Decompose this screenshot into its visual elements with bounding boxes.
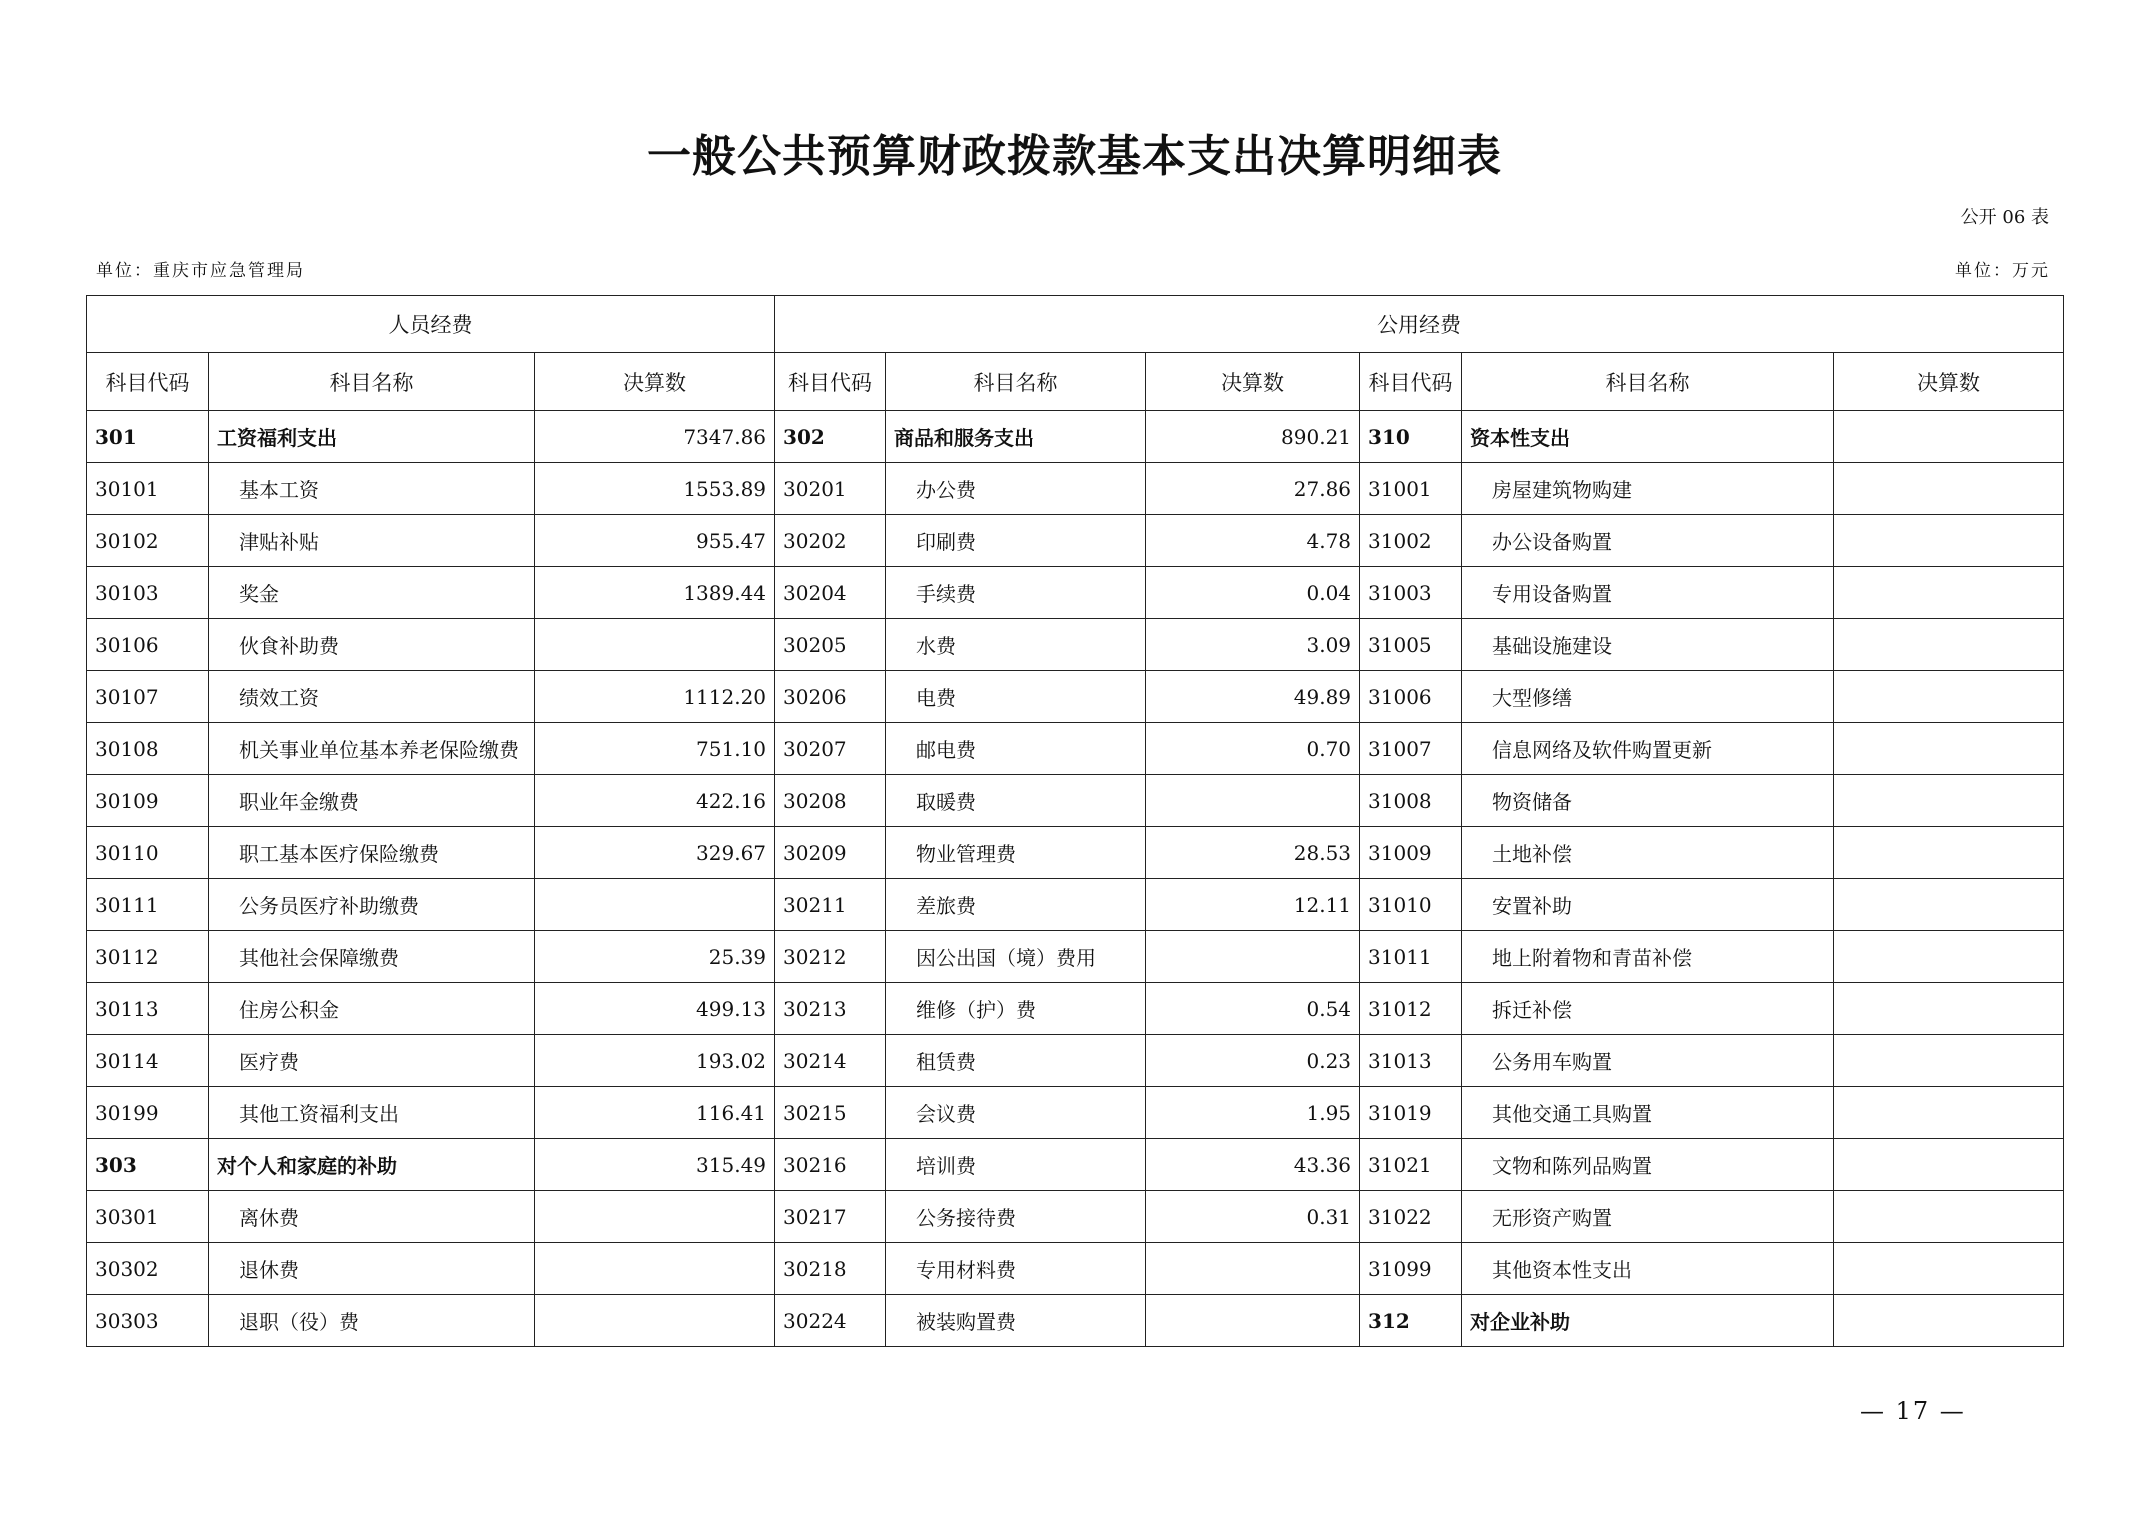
subject-code: 30212 <box>775 931 886 983</box>
table-row <box>87 1139 2064 1191</box>
reporting-unit: 单位：重庆市应急管理局 <box>96 261 305 281</box>
final-amount: 4.78 <box>1146 515 1360 567</box>
subject-name: 津贴补贴 <box>209 515 535 567</box>
final-amount <box>1146 775 1360 827</box>
final-amount <box>1834 1035 2064 1087</box>
table-number: 公开 06 表 <box>1960 207 2049 228</box>
subject-name: 退休费 <box>209 1243 535 1295</box>
table-row <box>87 1243 2064 1295</box>
subject-name: 机关事业单位基本养老保险缴费 <box>209 723 535 775</box>
subject-name: 伙食补助费 <box>209 619 535 671</box>
col-header-name: 科目名称 <box>1462 353 1834 411</box>
subject-code: 30216 <box>775 1139 886 1191</box>
col-header-amount: 决算数 <box>535 353 775 411</box>
subject-code: 302 <box>775 411 886 463</box>
subject-code: 30208 <box>775 775 886 827</box>
subject-code: 30205 <box>775 619 886 671</box>
table-row <box>87 619 2064 671</box>
final-amount <box>1834 567 2064 619</box>
subject-name: 奖金 <box>209 567 535 619</box>
subject-name: 退职（役）费 <box>209 1295 535 1347</box>
final-amount: 890.21 <box>1146 411 1360 463</box>
subject-name: 工资福利支出 <box>209 411 535 463</box>
table-row <box>87 723 2064 775</box>
subject-name: 拆迁补偿 <box>1462 983 1834 1035</box>
subject-name: 大型修缮 <box>1462 671 1834 723</box>
subject-code: 30213 <box>775 983 886 1035</box>
subject-name: 物资储备 <box>1462 775 1834 827</box>
final-amount <box>1834 1139 2064 1191</box>
final-amount: 193.02 <box>535 1035 775 1087</box>
subject-name: 会议费 <box>886 1087 1146 1139</box>
table-row <box>87 1035 2064 1087</box>
table-row <box>87 1295 2064 1347</box>
final-amount <box>1834 463 2064 515</box>
final-amount <box>1146 931 1360 983</box>
final-amount: 0.04 <box>1146 567 1360 619</box>
subject-name: 手续费 <box>886 567 1146 619</box>
final-amount: 43.36 <box>1146 1139 1360 1191</box>
col-header-name: 科目名称 <box>886 353 1146 411</box>
final-amount: 116.41 <box>535 1087 775 1139</box>
subject-name: 专用材料费 <box>886 1243 1146 1295</box>
subject-code: 31012 <box>1360 983 1462 1035</box>
subject-code: 31022 <box>1360 1191 1462 1243</box>
table-row <box>87 827 2064 879</box>
subject-code: 30303 <box>87 1295 209 1347</box>
subject-name: 对个人和家庭的补助 <box>209 1139 535 1191</box>
final-amount <box>1146 1243 1360 1295</box>
subject-name: 邮电费 <box>886 723 1146 775</box>
final-amount: 0.54 <box>1146 983 1360 1035</box>
subject-name: 地上附着物和青苗补偿 <box>1462 931 1834 983</box>
subject-code: 31008 <box>1360 775 1462 827</box>
final-amount <box>1834 723 2064 775</box>
subject-code: 30111 <box>87 879 209 931</box>
final-amount <box>1834 671 2064 723</box>
final-amount <box>1834 1243 2064 1295</box>
subject-name: 离休费 <box>209 1191 535 1243</box>
subject-name: 其他资本性支出 <box>1462 1243 1834 1295</box>
table-row <box>87 1191 2064 1243</box>
final-amount <box>1834 775 2064 827</box>
final-amount <box>1834 931 2064 983</box>
final-amount <box>1834 879 2064 931</box>
table-row <box>87 463 2064 515</box>
subject-code: 31010 <box>1360 879 1462 931</box>
subject-code: 30101 <box>87 463 209 515</box>
subject-name: 维修（护）费 <box>886 983 1146 1035</box>
table-row <box>87 671 2064 723</box>
subject-name: 商品和服务支出 <box>886 411 1146 463</box>
subject-name: 公务接待费 <box>886 1191 1146 1243</box>
final-amount <box>1834 827 2064 879</box>
subject-code: 30199 <box>87 1087 209 1139</box>
subject-name: 其他社会保障缴费 <box>209 931 535 983</box>
final-amount: 315.49 <box>535 1139 775 1191</box>
final-amount: 0.23 <box>1146 1035 1360 1087</box>
subject-code: 30209 <box>775 827 886 879</box>
subject-code: 310 <box>1360 411 1462 463</box>
subject-code: 30202 <box>775 515 886 567</box>
table-row <box>87 931 2064 983</box>
subject-name: 对企业补助 <box>1462 1295 1834 1347</box>
col-header-code: 科目代码 <box>87 353 209 411</box>
subject-code: 30215 <box>775 1087 886 1139</box>
final-amount <box>1146 1295 1360 1347</box>
group-personnel-header: 人员经费 <box>87 296 775 353</box>
expenditure-table <box>86 295 2064 1347</box>
subject-code: 30206 <box>775 671 886 723</box>
subject-name: 公务用车购置 <box>1462 1035 1834 1087</box>
final-amount <box>535 619 775 671</box>
subject-code: 312 <box>1360 1295 1462 1347</box>
final-amount: 1.95 <box>1146 1087 1360 1139</box>
subject-code: 31011 <box>1360 931 1462 983</box>
page-number: — 17 — <box>1860 1397 1966 1425</box>
subject-name: 水费 <box>886 619 1146 671</box>
subject-code: 30114 <box>87 1035 209 1087</box>
final-amount: 329.67 <box>535 827 775 879</box>
subject-name: 文物和陈列品购置 <box>1462 1139 1834 1191</box>
subject-code: 30207 <box>775 723 886 775</box>
subject-code: 30103 <box>87 567 209 619</box>
subject-code: 30302 <box>87 1243 209 1295</box>
final-amount <box>1834 515 2064 567</box>
subject-name: 基本工资 <box>209 463 535 515</box>
final-amount <box>1834 1191 2064 1243</box>
group-public-header: 公用经费 <box>775 296 2064 353</box>
subject-name: 差旅费 <box>886 879 1146 931</box>
currency-unit: 单位：万元 <box>1955 261 2050 281</box>
subject-code: 30224 <box>775 1295 886 1347</box>
subject-code: 31003 <box>1360 567 1462 619</box>
subject-code: 30106 <box>87 619 209 671</box>
subject-code: 31007 <box>1360 723 1462 775</box>
final-amount <box>535 1295 775 1347</box>
final-amount <box>535 1243 775 1295</box>
table-row <box>87 411 2064 463</box>
subject-name: 安置补助 <box>1462 879 1834 931</box>
subject-name: 印刷费 <box>886 515 1146 567</box>
final-amount <box>1834 1295 2064 1347</box>
subject-code: 30214 <box>775 1035 886 1087</box>
subject-code: 31005 <box>1360 619 1462 671</box>
final-amount: 7347.86 <box>535 411 775 463</box>
col-header-amount: 决算数 <box>1834 353 2064 411</box>
final-amount <box>1834 983 2064 1035</box>
subject-name: 取暖费 <box>886 775 1146 827</box>
table-row <box>87 1087 2064 1139</box>
subject-name: 无形资产购置 <box>1462 1191 1834 1243</box>
subject-code: 30217 <box>775 1191 886 1243</box>
subject-name: 资本性支出 <box>1462 411 1834 463</box>
final-amount <box>1834 1087 2064 1139</box>
final-amount: 499.13 <box>535 983 775 1035</box>
subject-code: 31021 <box>1360 1139 1462 1191</box>
table-row <box>87 775 2064 827</box>
subject-code: 31013 <box>1360 1035 1462 1087</box>
subject-code: 30107 <box>87 671 209 723</box>
subject-name: 办公费 <box>886 463 1146 515</box>
subject-name: 其他交通工具购置 <box>1462 1087 1834 1139</box>
final-amount <box>535 879 775 931</box>
table-row <box>87 879 2064 931</box>
subject-code: 31099 <box>1360 1243 1462 1295</box>
col-header-amount: 决算数 <box>1146 353 1360 411</box>
final-amount: 28.53 <box>1146 827 1360 879</box>
final-amount <box>1834 619 2064 671</box>
subject-code: 30112 <box>87 931 209 983</box>
subject-code: 30109 <box>87 775 209 827</box>
col-header-code: 科目代码 <box>1360 353 1462 411</box>
subject-code: 30110 <box>87 827 209 879</box>
final-amount: 27.86 <box>1146 463 1360 515</box>
subject-name: 租赁费 <box>886 1035 1146 1087</box>
subject-name: 专用设备购置 <box>1462 567 1834 619</box>
subject-name: 职工基本医疗保险缴费 <box>209 827 535 879</box>
page-title: 一般公共预算财政拨款基本支出决算明细表 <box>647 131 1502 182</box>
final-amount: 12.11 <box>1146 879 1360 931</box>
column-header-row <box>87 353 2064 411</box>
subject-code: 30301 <box>87 1191 209 1243</box>
subject-name: 职业年金缴费 <box>209 775 535 827</box>
subject-code: 30108 <box>87 723 209 775</box>
final-amount: 1389.44 <box>535 567 775 619</box>
subject-code: 31001 <box>1360 463 1462 515</box>
subject-name: 基础设施建设 <box>1462 619 1834 671</box>
subject-name: 被装购置费 <box>886 1295 1146 1347</box>
subject-name: 公务员医疗补助缴费 <box>209 879 535 931</box>
group-header-row <box>87 296 2064 353</box>
subject-name: 电费 <box>886 671 1146 723</box>
table-row <box>87 567 2064 619</box>
subject-code: 303 <box>87 1139 209 1191</box>
final-amount: 1112.20 <box>535 671 775 723</box>
subject-name: 办公设备购置 <box>1462 515 1834 567</box>
final-amount: 0.31 <box>1146 1191 1360 1243</box>
subject-name: 信息网络及软件购置更新 <box>1462 723 1834 775</box>
subject-code: 30113 <box>87 983 209 1035</box>
subject-code: 30204 <box>775 567 886 619</box>
final-amount: 422.16 <box>535 775 775 827</box>
subject-name: 因公出国（境）费用 <box>886 931 1146 983</box>
subject-code: 30218 <box>775 1243 886 1295</box>
final-amount <box>535 1191 775 1243</box>
subject-code: 31002 <box>1360 515 1462 567</box>
subject-code: 30201 <box>775 463 886 515</box>
subject-name: 绩效工资 <box>209 671 535 723</box>
final-amount: 1553.89 <box>535 463 775 515</box>
subject-name: 医疗费 <box>209 1035 535 1087</box>
final-amount: 0.70 <box>1146 723 1360 775</box>
final-amount: 751.10 <box>535 723 775 775</box>
table-row <box>87 515 2064 567</box>
subject-code: 31019 <box>1360 1087 1462 1139</box>
table-body <box>87 411 2064 1347</box>
subject-code: 31006 <box>1360 671 1462 723</box>
subject-code: 30211 <box>775 879 886 931</box>
subject-name: 其他工资福利支出 <box>209 1087 535 1139</box>
col-header-code: 科目代码 <box>775 353 886 411</box>
final-amount: 25.39 <box>535 931 775 983</box>
subject-code: 301 <box>87 411 209 463</box>
final-amount: 3.09 <box>1146 619 1360 671</box>
final-amount: 955.47 <box>535 515 775 567</box>
final-amount <box>1834 411 2064 463</box>
subject-code: 31009 <box>1360 827 1462 879</box>
subject-name: 培训费 <box>886 1139 1146 1191</box>
final-amount: 49.89 <box>1146 671 1360 723</box>
subject-name: 物业管理费 <box>886 827 1146 879</box>
subject-name: 土地补偿 <box>1462 827 1834 879</box>
col-header-name: 科目名称 <box>209 353 535 411</box>
table-row <box>87 983 2064 1035</box>
subject-name: 房屋建筑物购建 <box>1462 463 1834 515</box>
subject-code: 30102 <box>87 515 209 567</box>
subject-name: 住房公积金 <box>209 983 535 1035</box>
